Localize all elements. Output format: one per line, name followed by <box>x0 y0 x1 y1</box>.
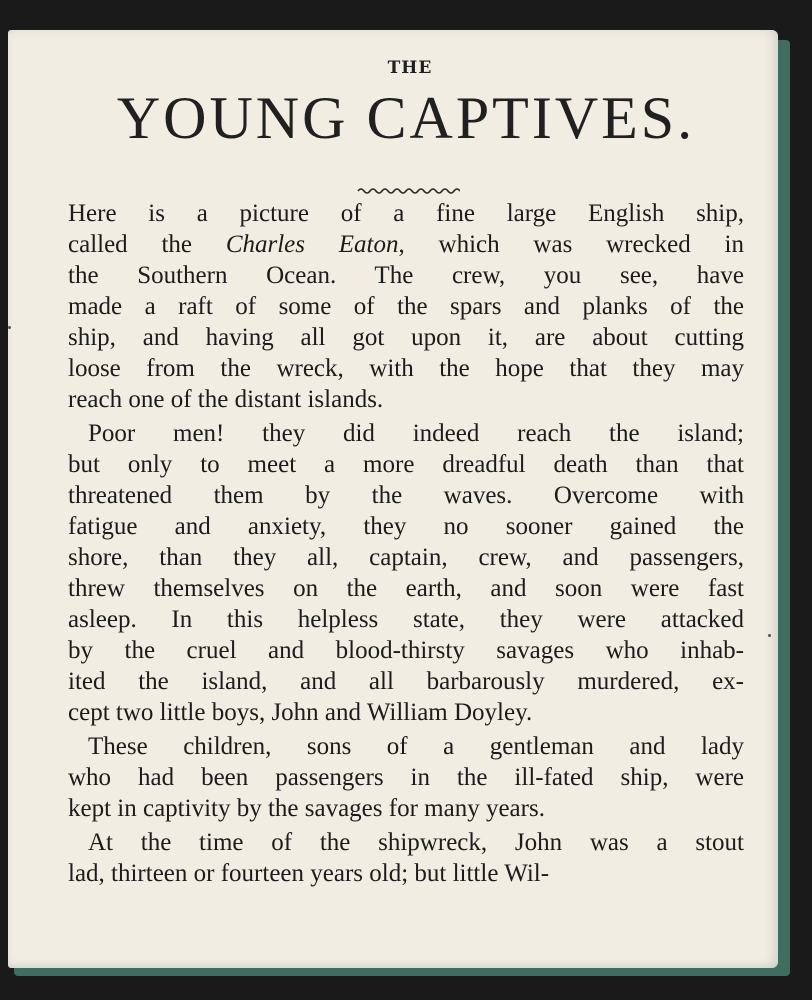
text-line: threw themselves on the earth, and soon were fast <box>68 575 744 602</box>
text-line: made a raft of some of the spars and planks of the <box>68 293 744 320</box>
text-line: Poor men! they did indeed reach the island; <box>88 420 744 447</box>
wavy-rule-ornament <box>356 186 460 196</box>
text-line: fatigue and anxiety, they no sooner gained the <box>68 513 744 540</box>
text-line: asleep. In this helpless state, they were attacked <box>68 606 744 633</box>
paper-speck <box>8 326 11 329</box>
text-line: but only to meet a more dreadful death than that <box>68 451 744 478</box>
text-line: cept two little boys, John and William Doyley. <box>68 699 533 726</box>
text-line: Here is a picture of a fine large English ship, <box>68 200 744 227</box>
text-line: shore, than they all, captain, crew, and passengers, <box>68 544 744 571</box>
text-line: ited the island, and all barbarously murdered, ex- <box>68 668 744 695</box>
text-line: by the cruel and blood-thirsty savages who inhab- <box>68 637 744 664</box>
paragraph <box>68 731 744 824</box>
page-title: YOUNG CAPTIVES. <box>116 85 696 151</box>
text-line: called the Charles Eaton, which was wrecked in <box>68 231 744 258</box>
text-line: At the time of the shipwreck, John was a stout <box>88 829 744 856</box>
text-line: ship, and having all got upon it, are about cutting <box>68 324 744 351</box>
text-line: the Southern Ocean. The crew, you see, have <box>68 262 744 289</box>
page-heading-small: THE <box>387 58 433 78</box>
text-line: reach one of the distant islands. <box>68 386 384 413</box>
paragraph <box>68 418 744 728</box>
text-line: lad, thirteen or fourteen years old; but little Wil- <box>68 860 550 887</box>
text-line: threatened them by the waves. Overcome with <box>68 482 744 509</box>
text-line: loose from the wreck, with the hope that they may <box>68 355 744 382</box>
paper-speck <box>768 634 771 637</box>
paragraph <box>68 827 744 889</box>
paragraph <box>68 198 744 415</box>
body-text <box>68 198 744 889</box>
text-line: who had been passengers in the ill-fated ship, were <box>68 764 744 791</box>
text-line: These children, sons of a gentleman and lady <box>88 733 744 760</box>
text-line: kept in captivity by the savages for many years. <box>68 795 545 822</box>
